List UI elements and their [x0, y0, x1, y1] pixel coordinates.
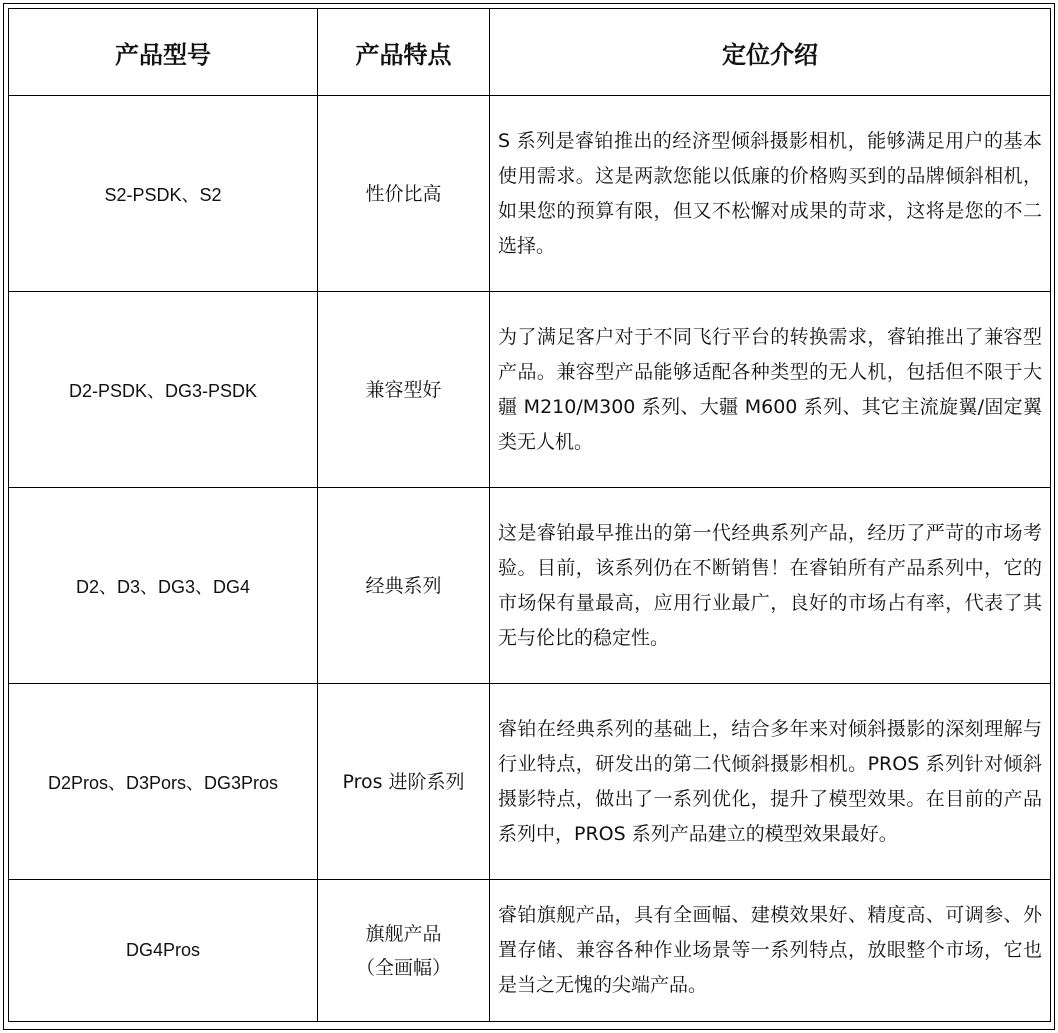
header-description: 定位介绍	[490, 9, 1051, 96]
cell-description	[490, 684, 1051, 880]
cell-description	[490, 880, 1051, 1022]
feature-line: 兼容型好	[365, 378, 442, 401]
description-text: 睿铂旗舰产品，具有全画幅、建模效果好、精度高、可调参、外置存储、兼容各种作业场景等一系列特点，放眼整个市场，它也是当之无愧的尖端产品。	[498, 904, 1042, 996]
cell-feature	[318, 880, 490, 1022]
table-row	[9, 292, 1051, 488]
cell-description	[490, 96, 1051, 292]
cell-model: S2-PSDK、S2	[9, 96, 318, 292]
feature-line: 旗舰产品	[365, 922, 442, 945]
table-row	[9, 96, 1051, 292]
cell-model: D2、D3、DG3、DG4	[9, 488, 318, 684]
cell-feature	[318, 684, 490, 880]
feature-line: 经典系列	[365, 574, 442, 597]
feature-line: Pros 进阶系列	[342, 770, 465, 793]
cell-feature	[318, 96, 490, 292]
table-frame	[3, 3, 1055, 1030]
header-row	[9, 9, 1051, 96]
header-model: 产品型号	[9, 9, 318, 96]
cell-feature	[318, 292, 490, 488]
description-text: 睿铂在经典系列的基础上，结合多年来对倾斜摄影的深刻理解与行业特点，研发出的第二代倾斜摄影相机。PROS 系列针对倾斜摄影特点，做出了一系列优化，提升了模型效果。在目前的产品系列中，PROS 系列产品建立的模型效果最好。	[498, 717, 1042, 845]
cell-description	[490, 488, 1051, 684]
feature-line-sub: （全画幅）	[355, 956, 451, 979]
cell-model: D2Pros、D3Pors、DG3Pros	[9, 684, 318, 880]
table-row	[9, 488, 1051, 684]
cell-description	[490, 292, 1051, 488]
cell-feature	[318, 488, 490, 684]
product-table	[8, 8, 1051, 1022]
cell-model: DG4Pros	[9, 880, 318, 1022]
cell-model: D2-PSDK、DG3-PSDK	[9, 292, 318, 488]
table-row	[9, 880, 1051, 1022]
description-text: 为了满足客户对于不同飞行平台的转换需求，睿铂推出了兼容型产品。兼容型产品能够适配各种类型的无人机，包括但不限于大疆 M210/M300 系列、大疆 M600 系列、其它主流旋翼/固定翼类无人机。	[498, 325, 1042, 453]
table-row	[9, 684, 1051, 880]
description-text: 这是睿铂最早推出的第一代经典系列产品，经历了严苛的市场考验。目前，该系列仍在不断销售！在睿铂所有产品系列中，它的市场保有量最高，应用行业最广，良好的市场占有率，代表了其无与伦比的稳定性。	[498, 521, 1042, 649]
header-feature: 产品特点	[318, 9, 490, 96]
feature-line: 性价比高	[365, 182, 442, 205]
description-text: S 系列是睿铂推出的经济型倾斜摄影相机，能够满足用户的基本使用需求。这是两款您能以低廉的价格购买到的品牌倾斜相机，如果您的预算有限，但又不松懈对成果的苛求，这将是您的不二选择。	[498, 129, 1042, 257]
